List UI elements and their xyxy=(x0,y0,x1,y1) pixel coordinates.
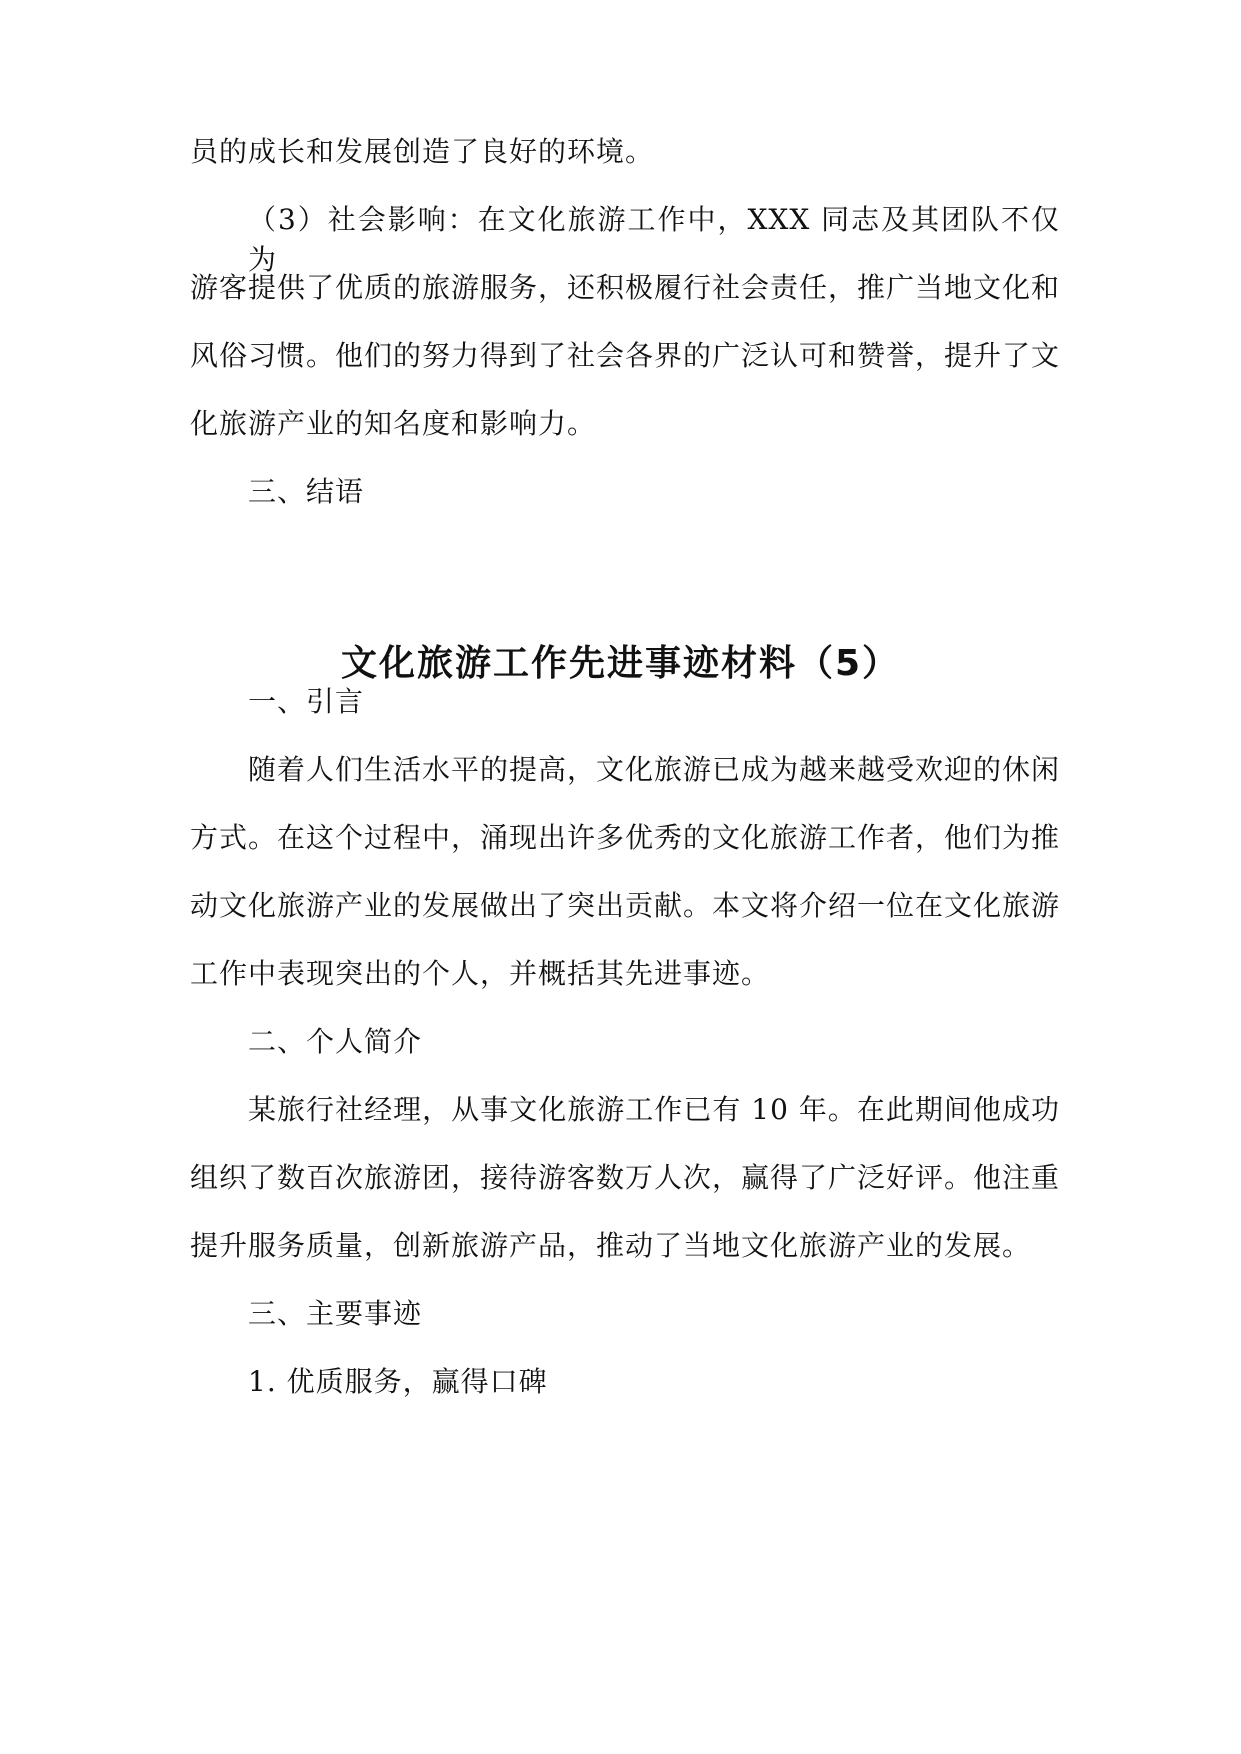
paragraph-line: 组织了数百次旅游团，接待游客数万人次，赢得了广泛好评。他注重 xyxy=(190,1161,1061,1194)
paragraph-line: 工作中表现突出的个人，并概括其先进事迹。 xyxy=(190,957,771,990)
section-heading: 三、主要事迹 xyxy=(248,1297,423,1330)
document-title: 文化旅游工作先进事迹材料（5） xyxy=(340,643,901,684)
paragraph-line: （3）社会影响：在文化旅游工作中，XXX 同志及其团队不仅为 xyxy=(248,203,1060,276)
section-heading: 一、引言 xyxy=(248,685,365,718)
paragraph-line: 化旅游产业的知名度和影响力。 xyxy=(190,407,597,440)
section-heading: 三、结语 xyxy=(248,475,365,508)
paragraph-line: 随着人们生活水平的提高，文化旅游已成为越来越受欢迎的休闲 xyxy=(248,753,1061,786)
subsection-heading: 1. 优质服务，赢得口碑 xyxy=(248,1365,548,1398)
paragraph-line: 提升服务质量，创新旅游产品，推动了当地文化旅游产业的发展。 xyxy=(190,1229,1032,1262)
paragraph-line: 动文化旅游产业的发展做出了突出贡献。本文将介绍一位在文化旅游 xyxy=(190,889,1061,922)
paragraph-line: 某旅行社经理，从事文化旅游工作已有 10 年。在此期间他成功 xyxy=(248,1093,1060,1126)
paragraph-line: 员的成长和发展创造了良好的环境。 xyxy=(190,135,655,168)
section-heading: 二、个人简介 xyxy=(248,1025,423,1058)
paragraph-line: 游客提供了优质的旅游服务，还积极履行社会责任，推广当地文化和 xyxy=(190,271,1061,304)
paragraph-line: 方式。在这个过程中，涌现出许多优秀的文化旅游工作者，他们为推 xyxy=(190,821,1061,854)
paragraph-line: 风俗习惯。他们的努力得到了社会各界的广泛认可和赞誉，提升了文 xyxy=(190,339,1061,372)
